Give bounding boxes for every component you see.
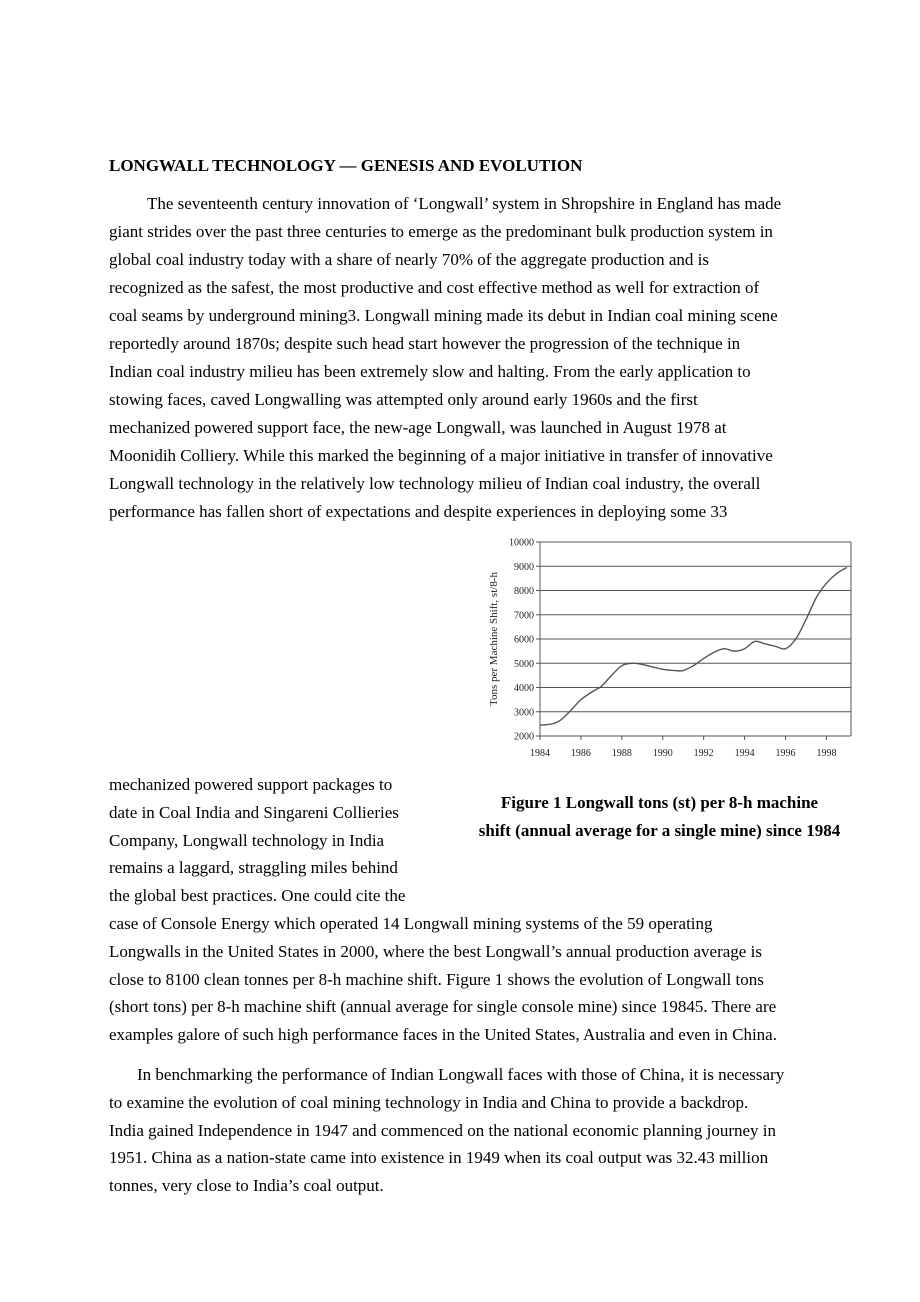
x-tick-label: 1992 (693, 748, 714, 759)
text-line: 1951. China as a nation-state came into existence in 1949 when its coal output was 32.43 million (109, 1148, 769, 1168)
figure-caption-line: shift (annual average for a single mine) since 1984 (478, 821, 841, 840)
text-line: Moonidih Colliery. While this marked the beginning of a major initiative in transfer of innovative (109, 446, 773, 465)
text-line: In benchmarking the performance of Indian Longwall faces with those of China, it is necessary (137, 1065, 785, 1084)
y-tick-label: 5000 (514, 658, 534, 670)
text-line: examples galore of such high performance faces in the United States, Australia and even in China. (109, 1025, 777, 1045)
y-tick-label: 9000 (514, 561, 534, 573)
chart-y-axis-label: Tons per Machine Shift, st/8-h (488, 572, 500, 706)
y-tick-label: 10000 (509, 537, 534, 549)
text-line: Longwall technology in the relatively low technology milieu of Indian coal industry, the overall (109, 474, 761, 493)
text-line: recognized as the safest, the most productive and cost effective method as well for extraction of (109, 278, 760, 297)
text-line: mechanized powered support packages to (109, 775, 393, 794)
text-line: stowing faces, caved Longwalling was attempted only around early 1960s and the first (109, 390, 698, 409)
text-line: Indian coal industry milieu has been extremely slow and halting. From the early application to (109, 362, 751, 381)
text-line: Longwalls in the United States in 2000, where the best Longwall’s annual production average is (109, 941, 762, 961)
text-line: remains a laggard, straggling miles behind (109, 858, 398, 878)
text-line: Company, Longwall technology in India (109, 830, 385, 850)
text-line: The seventeenth century innovation of ‘Longwall’ system in Shropshire in England has made (147, 194, 782, 213)
chart-grid (540, 542, 851, 736)
y-tick-label: 4000 (514, 683, 534, 694)
x-tick-label: 1984 (530, 748, 550, 759)
text-line: case of Console Energy which operated 14 Longwall mining systems of the 59 operating (109, 914, 713, 933)
text-line: the global best practices. One could cite the (109, 886, 406, 906)
text-line: performance has fallen short of expectations and despite experiences in deploying some 33 (109, 502, 728, 521)
text-line: close to 8100 clean tonnes per 8-h machine shift. Figure 1 shows the evolution of Longwall tons (109, 969, 764, 989)
y-tick-label: 2000 (514, 731, 534, 743)
chart-x-ticks (530, 736, 836, 759)
text-line: reportedly around 1870s; despite such head start however the progression of the technique in (109, 334, 741, 353)
x-tick-label: 1990 (652, 748, 673, 759)
text-line: mechanized powered support face, the new-age Longwall, was launched in August 1978 at (109, 418, 727, 437)
chart-series-line (540, 567, 847, 725)
section-heading: LONGWALL TECHNOLOGY — GENESIS AND EVOLUTION (109, 156, 583, 175)
y-tick-label: 6000 (514, 634, 534, 646)
x-tick-label: 1998 (816, 748, 837, 759)
longwall-line-chart (482, 532, 860, 770)
text-line: global coal industry today with a share of nearly 70% of the aggregate production and is (109, 250, 710, 269)
chart-y-ticks (509, 538, 540, 743)
text-line: giant strides over the past three centuries to emerge as the predominant bulk production system in (109, 222, 773, 241)
y-tick-label: 7000 (514, 610, 534, 622)
text-line: tonnes, very close to India’s coal output. (109, 1176, 384, 1196)
text-line: India gained Independence in 1947 and commenced on the national economic planning journey in (109, 1120, 777, 1140)
x-tick-label: 1988 (611, 748, 632, 759)
text-line: date in Coal India and Singareni Collieries (109, 802, 399, 822)
y-tick-label: 8000 (514, 586, 534, 597)
y-tick-label: 3000 (514, 707, 534, 719)
x-tick-label: 1996 (775, 748, 796, 759)
x-tick-label: 1986 (570, 748, 591, 759)
figure-caption-line: Figure 1 Longwall tons (st) per 8-h machine (500, 793, 819, 812)
text-line: coal seams by underground mining3. Longwall mining made its debut in Indian coal mining scene (109, 306, 778, 325)
text-line: to examine the evolution of coal mining technology in India and China to provide a backdrop. (109, 1092, 749, 1112)
x-tick-label: 1994 (734, 748, 755, 759)
text-line: (short tons) per 8-h machine shift (annual average for single console mine) since 19845. There are (109, 997, 777, 1017)
